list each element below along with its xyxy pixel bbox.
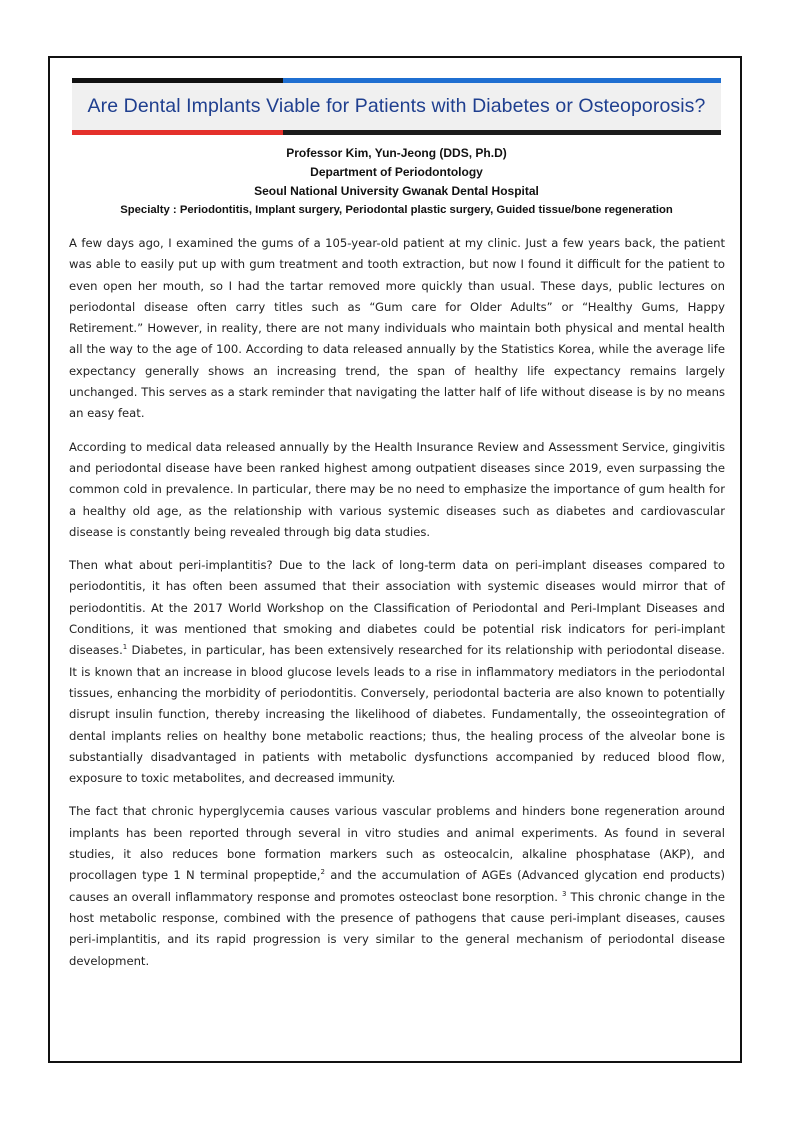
- author-specialty: Specialty : Periodontitis, Implant surgery, Periodontal plastic surgery, Guided tissue/bone regeneration: [120, 204, 673, 216]
- paragraph-4-text-a: The fact that chronic hyperglycemia causes various vascular problems and hinders bone regeneration around implants has been reported through several in vitro studies and animal experiments. As found in several studies, it also reduces bone formation markers such as osteocalcin, alkaline phosphatase (AKP), and procollagen type 1 N terminal propeptide,: [69, 804, 725, 883]
- title-band: [72, 83, 721, 130]
- paragraph-3-text-b: Diabetes, in particular, has been extensively researched for its relationship with periodontal disease. It is known that an increase in blood glucose levels leads to a rise in inflammatory mediators in the periodontal tissues, enhancing the morbidity of periodontitis. Conversely, periodontal bacteria are also known to potentially disrupt insulin function, thereby increasing the likelihood of diabetes. Fundamentally, the osseointegration of dental implants relies on healthy bone metabolic reactions; thus, the healing process of the alveolar bone is substantially disadvantaged in patients with metabolic dysfunctions accompanied by reduced blood flow, exposure to toxic metabolites, and decreased immunity.: [69, 643, 725, 786]
- article-body: [69, 233, 725, 984]
- author-department: Department of Periodontology: [310, 165, 483, 179]
- author-hospital: Seoul National University Gwanak Dental Hospital: [254, 184, 539, 198]
- rule-dark-segment: [283, 130, 721, 135]
- footnote-ref-3: 3: [561, 889, 567, 898]
- paragraph-4-text-b: and the accumulation of AGEs (Advanced glycation end products) causes an overall inflammatory response and promotes osteoclast bone resorption.: [69, 868, 725, 904]
- author-block: [70, 144, 723, 220]
- paragraph-2: According to medical data released annually by the Health Insurance Review and Assessment Service, gingivitis and periodontal disease have been ranked highest among outpatient diseases since 2019, even surpassing the common cold in prevalence. In particular, there may be no need to emphasize the importance of gum health for a healthy old age, as the relationship with various systemic diseases such as diabetes and cardiovascular disease is constantly being revealed through big data studies.: [69, 439, 725, 539]
- footnote-ref-2: 2: [320, 868, 325, 877]
- article-title: Are Dental Implants Viable for Patients with Diabetes or Osteoporosis?: [87, 95, 706, 117]
- paragraph-3-text-a: Then what about peri-implantitis? Due to the lack of long-term data on peri-implant diseases compared to periodontitis, it has often been assumed that their association with systemic diseases would mirror that of periodontitis. At the 2017 World Workshop on the Classification of Periodontal and Peri-Implant Diseases and Conditions, it was mentioned that smoking and diabetes could be potential risk indicators for peri-implant diseases.: [69, 558, 725, 658]
- paragraph-1: A few days ago, I examined the gums of a 105-year-old patient at my clinic. Just a few years back, the patient was able to easily put up with gum treatment and tooth extraction, but now I found it difficult for the patient to even open her mouth, so I had the tartar removed more quickly than usual. These days, public lectures on periodontal disease often carry titles such as “Gum care for Older Adults” or “Healthy Gums, Happy Retirement.” However, in reality, there are not many individuals who maintain both physical and mental health all the way to the age of 100. According to data released annually by the Statistics Korea, while the average life expectancy generally shows an increasing trend, the span of healthy life expectancy remains largely unchanged. This serves as a stark reminder that navigating the latter half of life without disease is by no means an easy feat.: [69, 236, 725, 421]
- paragraph-4-text-c: This chronic change in the host metabolic response, combined with the presence of pathogens that cause peri-implant diseases, causes peri-implantitis, and its rapid progression is very similar to the general mechanism of periodontal disease development.: [69, 889, 725, 968]
- paragraph-4: [69, 801, 725, 971]
- author-name: Professor Kim, Yun-Jeong (DDS, Ph.D): [286, 146, 507, 160]
- paragraph-3: [69, 555, 725, 789]
- rule-red-segment: [72, 130, 283, 135]
- footnote-ref-1: 1: [122, 643, 128, 652]
- title-bottom-rule: [72, 130, 721, 135]
